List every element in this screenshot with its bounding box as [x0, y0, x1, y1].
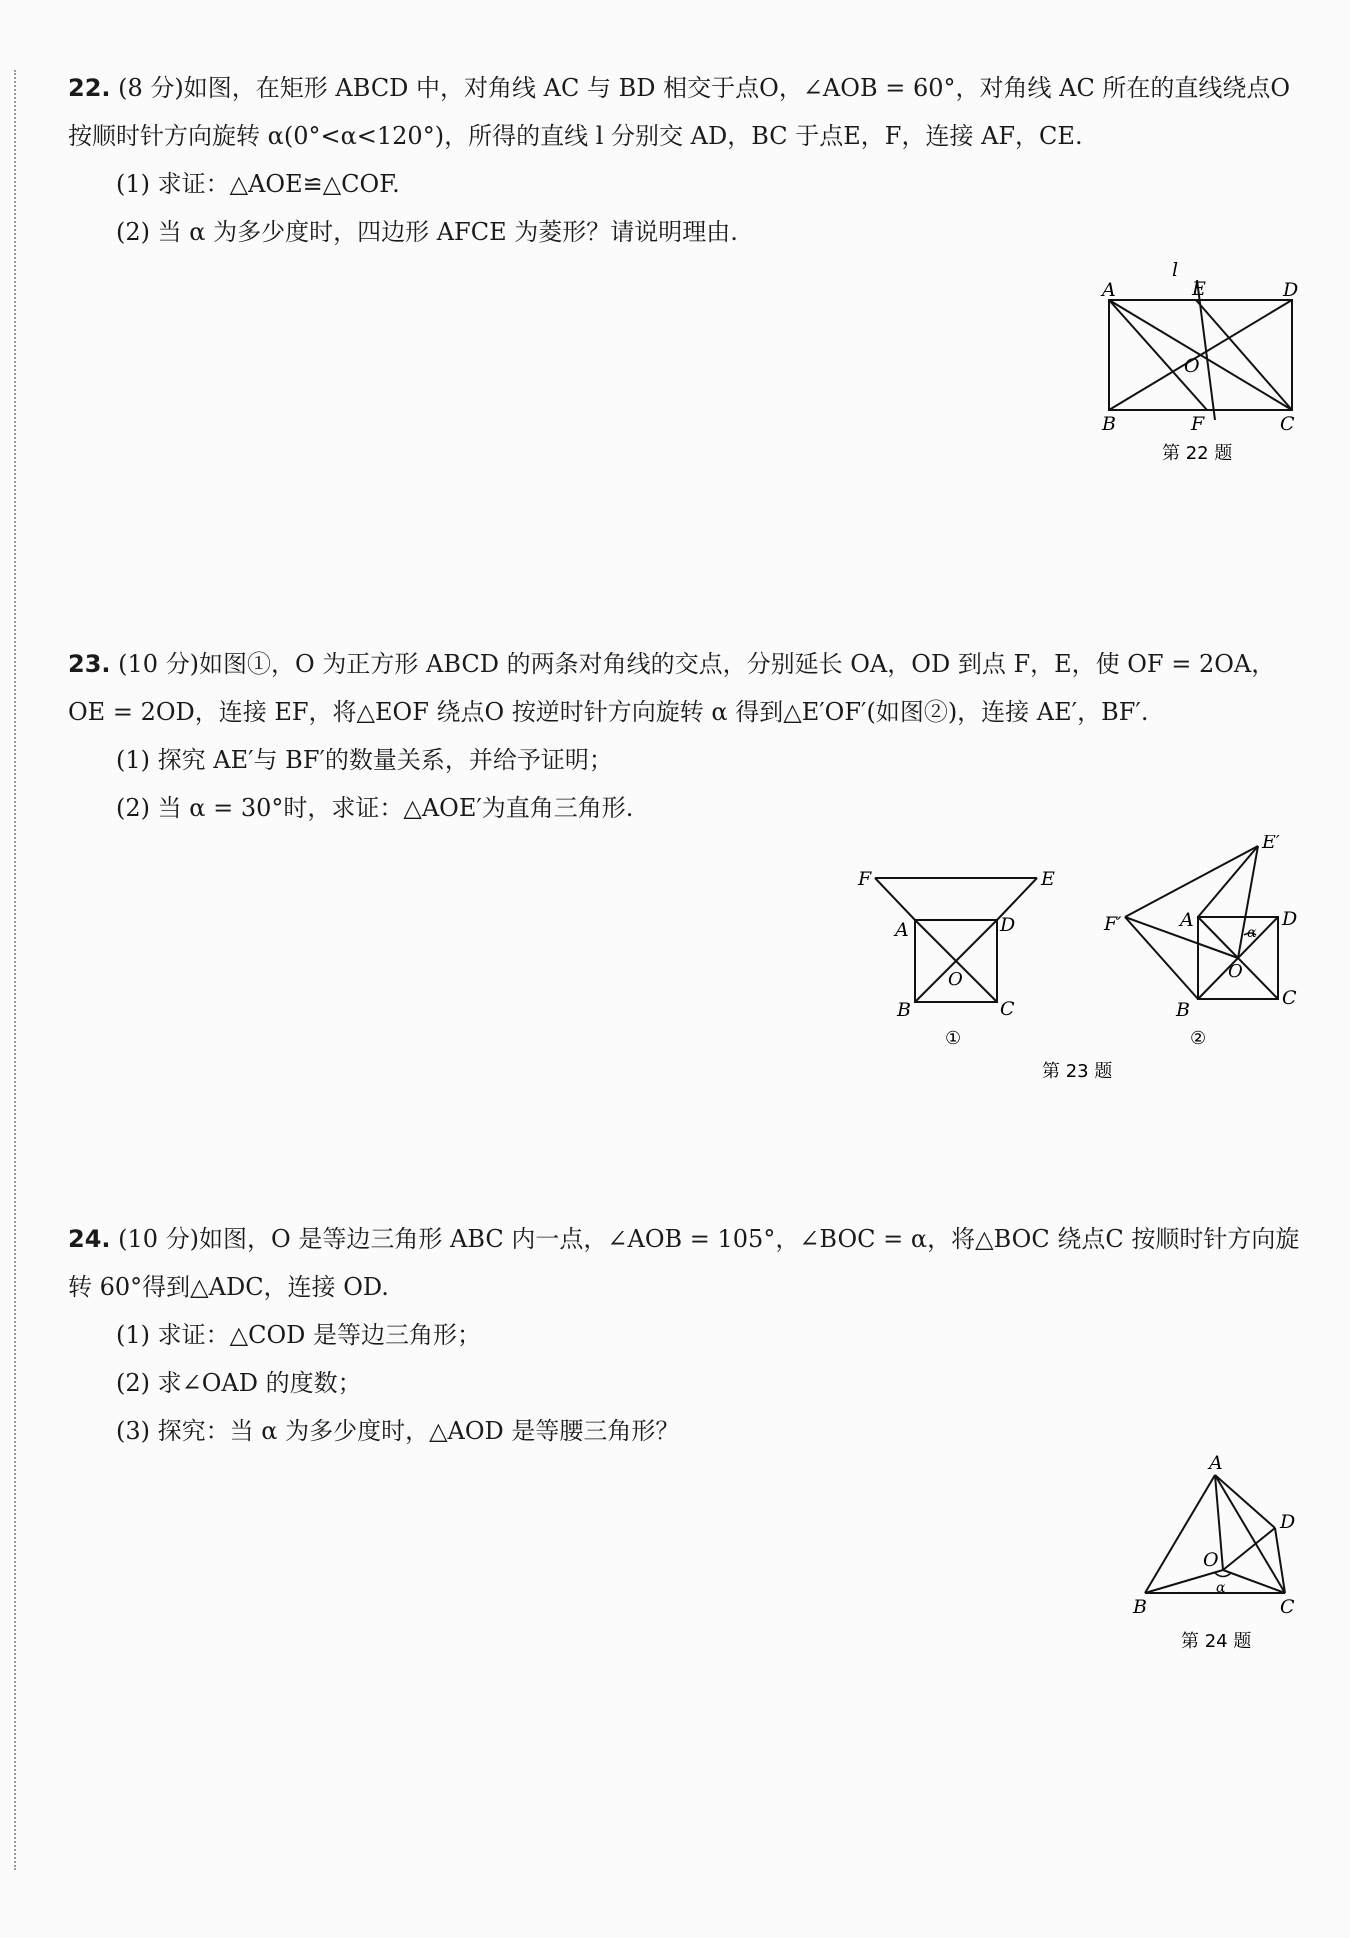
- fig1-label-c: C: [1000, 998, 1015, 1020]
- label-b: B: [1133, 1596, 1147, 1618]
- fig2-label-d: D: [1282, 908, 1298, 930]
- problem-22-part-1: (1) 求证：△AOE≌△COF.: [116, 170, 400, 198]
- side-ac: [1215, 1475, 1285, 1593]
- figure-23-2: [1125, 846, 1278, 999]
- problem-23-line-1: 23. (10 分)如图①，O 为正方形 ABCD 的两条对角线的交点，分别延长 OA，OD 到点 F，E，使 OF = 2OA，: [68, 650, 1276, 678]
- label-c: C: [1280, 413, 1295, 435]
- problem-22-line-1: 22. (8 分)如图，在矩形 ABCD 中，对角线 AC 与 BD 相交于点O，∠AOB = 60°，对角线 AC 所在的直线绕点O: [68, 74, 1291, 102]
- angle-alpha-arc: [1215, 1573, 1231, 1577]
- segment-ce: [1196, 300, 1292, 410]
- figure-24-caption: 第 24 题: [1181, 1631, 1252, 1652]
- figure-24: [1125, 1450, 1310, 1660]
- problem-24-line-2: 转 60°得到△ADC，连接 OD.: [68, 1273, 389, 1301]
- fig2-label-alpha: α: [1247, 925, 1257, 941]
- problem-number: 23.: [68, 650, 111, 678]
- problem-23-part-1: (1) 探究 AE′与 BF′的数量关系，并给予证明；: [116, 746, 613, 774]
- problem-24-line-1: 24. (10 分)如图，O 是等边三角形 ABC 内一点，∠AOB = 105°，∠BOC = α，将△BOC 绕点C 按顺时针方向旋: [68, 1225, 1300, 1253]
- fig1-label-o: O: [948, 969, 963, 990]
- fig2-label-o: O: [1228, 961, 1243, 982]
- segment-ad: [1215, 1475, 1275, 1528]
- fig1-label-f: F: [858, 868, 872, 890]
- fig2-label-a: A: [1180, 909, 1194, 931]
- problem-23-line-2: OE = 2OD，连接 EF，将△EOF 绕点O 按逆时针方向旋转 α 得到△E′OF′(如图②)，连接 AE′，BF′.: [68, 698, 1149, 726]
- figure-22: [1090, 260, 1310, 470]
- problem-number: 24.: [68, 1225, 111, 1253]
- segment-oc: [1223, 1570, 1285, 1593]
- label-d: D: [1280, 1511, 1296, 1533]
- problem-23-part-2: (2) 当 α = 30°时，求证：△AOE′为直角三角形.: [116, 794, 634, 822]
- label-alpha: α: [1216, 1580, 1226, 1596]
- problem-number: 22.: [68, 74, 111, 102]
- label-a: A: [1102, 279, 1116, 301]
- label-b: B: [1102, 413, 1116, 435]
- problem-22-line-2: 按顺时针方向旋转 α(0°<α<120°)，所得的直线 l 分别交 AD，BC 于点E，F，连接 AF，CE.: [68, 122, 1083, 150]
- label-c: C: [1280, 1596, 1295, 1618]
- label-a: A: [1209, 1452, 1223, 1474]
- problem-24: [68, 1215, 1308, 1455]
- fig1-label-e: E: [1041, 868, 1055, 890]
- label-o: O: [1203, 1549, 1219, 1571]
- fig2-number: ②: [1190, 1028, 1207, 1049]
- fig2-label-b: B: [1176, 999, 1190, 1021]
- figure-22-caption: 第 22 题: [1162, 443, 1233, 464]
- problem-24-part-1: (1) 求证：△COD 是等边三角形；: [116, 1321, 481, 1349]
- label-o: O: [1184, 355, 1200, 377]
- problem-22-part-2: (2) 当 α 为多少度时，四边形 AFCE 为菱形？请说明理由.: [116, 218, 738, 246]
- fig2-label-f-prime: F′: [1104, 913, 1122, 935]
- figure-23: [850, 835, 1310, 1090]
- label-d: D: [1283, 279, 1299, 301]
- fig1-label-d: D: [1000, 914, 1016, 936]
- binding-margin-line: [14, 70, 16, 1870]
- label-l: l: [1172, 260, 1179, 281]
- fig1-number: ①: [945, 1028, 962, 1049]
- problem-24-part-2: (2) 求∠OAD 的度数；: [116, 1369, 362, 1397]
- label-f: F: [1191, 413, 1205, 435]
- fig2-label-e-prime: E′: [1262, 835, 1281, 853]
- fig1-label-b: B: [897, 999, 911, 1021]
- problem-22: [68, 64, 1308, 256]
- problem-24-part-3: (3) 探究：当 α 为多少度时，△AOD 是等腰三角形？: [116, 1417, 680, 1445]
- fig1-label-a: A: [895, 919, 909, 941]
- fig2-label-c: C: [1282, 987, 1297, 1009]
- problem-23: [68, 640, 1308, 832]
- label-e: E: [1192, 278, 1206, 300]
- figure-23-caption: 第 23 题: [1042, 1061, 1113, 1082]
